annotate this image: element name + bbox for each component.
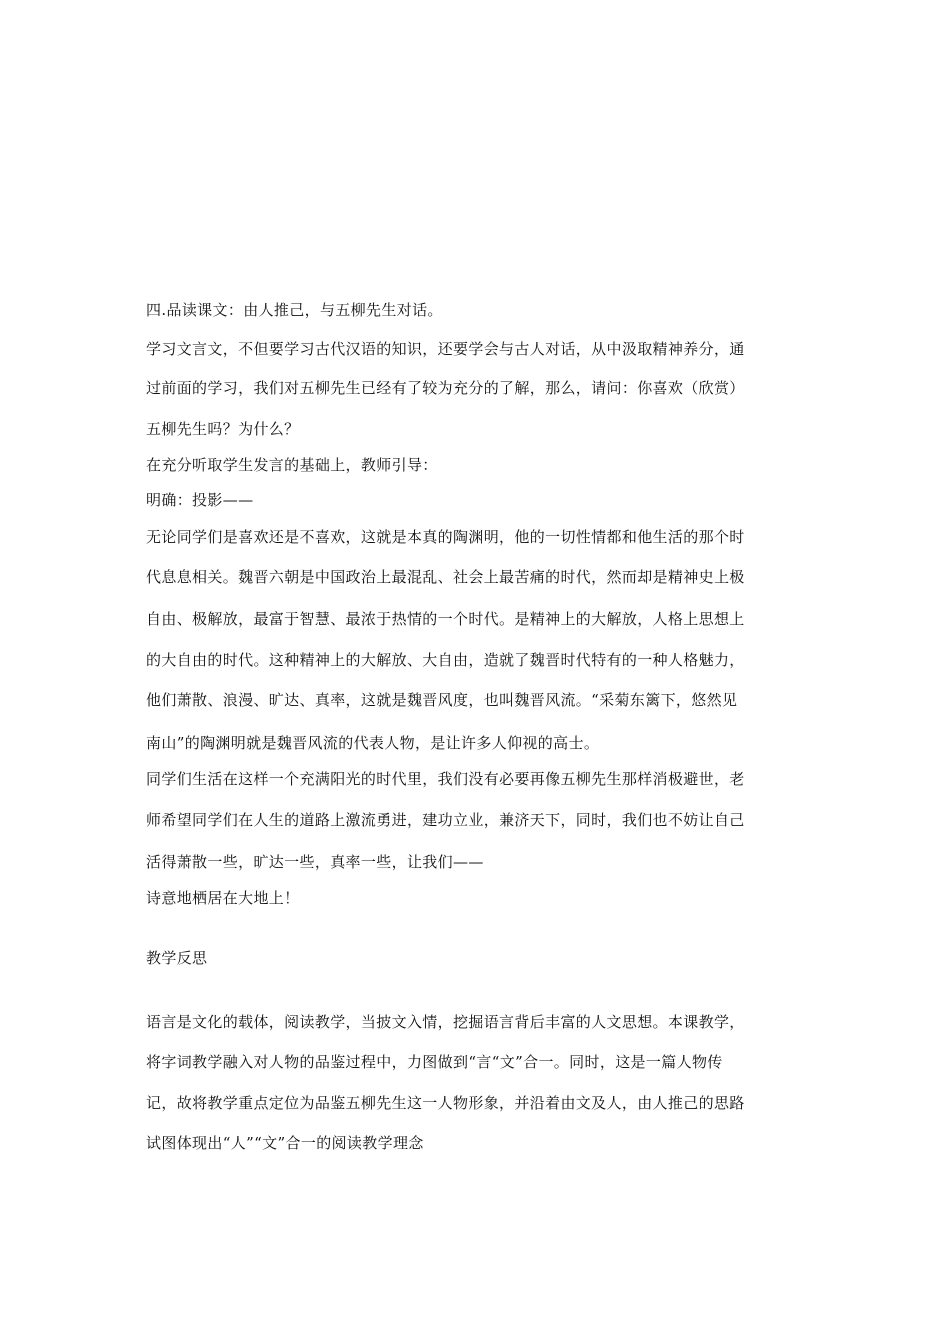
text-line: 学习文言文，不但要学习古代汉语的知识，还要学会与古人对话，从中汲取精神养分，通 xyxy=(146,340,745,358)
text-line: 他们萧散、浪漫、旷达、真率，这就是魏晋风度，也叫魏晋风流。“采菊东篱下，悠然见 xyxy=(146,691,738,709)
text-line: 明确：投影—— xyxy=(146,491,254,509)
text-line: 师希望同学们在人生的道路上激流勇进，建功立业，兼济天下，同时，我们也不妨让自己 xyxy=(146,811,745,829)
text-line: 语言是文化的载体，阅读教学，当披文入情，挖掘语言背后丰富的人文思想。本课教学， xyxy=(146,1013,745,1031)
text-line: 自由、极解放，最富于智慧、最浓于热情的一个时代。是精神上的大解放，人格上思想上 xyxy=(146,610,745,628)
text-line: 南山”的陶渊明就是魏晋风流的代表人物，是让许多人仰视的高士。 xyxy=(146,734,600,752)
text-line: 同学们生活在这样一个充满阳光的时代里，我们没有必要再像五柳先生那样消极避世，老 xyxy=(146,770,745,788)
text-line: 的大自由的时代。这种精神上的大解放、大自由，造就了魏晋时代特有的一种人格魅力， xyxy=(146,651,745,669)
text-line: 诗意地栖居在大地上！ xyxy=(146,889,300,907)
reflection-heading: 教学反思 xyxy=(146,949,208,967)
text-line: 无论同学们是喜欢还是不喜欢，这就是本真的陶渊明，他的一切性情都和他生活的那个时 xyxy=(146,528,745,546)
text-line: 将字词教学融入对人物的品鉴过程中，力图做到“言“文”合一。同时，这是一篇人物传 xyxy=(146,1053,723,1071)
text-line: 代息息相关。魏晋六朝是中国政治上最混乱、社会上最苦痛的时代，然而却是精神史上极 xyxy=(146,568,745,586)
text-line: 活得萧散一些，旷达一些，真率一些，让我们—— xyxy=(146,853,484,871)
text-line: 五柳先生吗？为什么？ xyxy=(146,420,300,438)
text-line: 在充分听取学生发言的基础上，教师引导： xyxy=(146,456,438,474)
text-line: 过前面的学习，我们对五柳先生已经有了较为充分的了解，那么，请问：你喜欢（欣赏） xyxy=(146,379,745,397)
section-heading: 四.品读课文：由人推己，与五柳先生对话。 xyxy=(146,301,443,319)
text-line: 记，故将教学重点定位为品鉴五柳先生这一人物形象，并沿着由文及人，由人推己的思路 xyxy=(146,1094,745,1112)
text-line: 试图体现出“人”“文”合一的阅读教学理念 xyxy=(146,1134,424,1152)
